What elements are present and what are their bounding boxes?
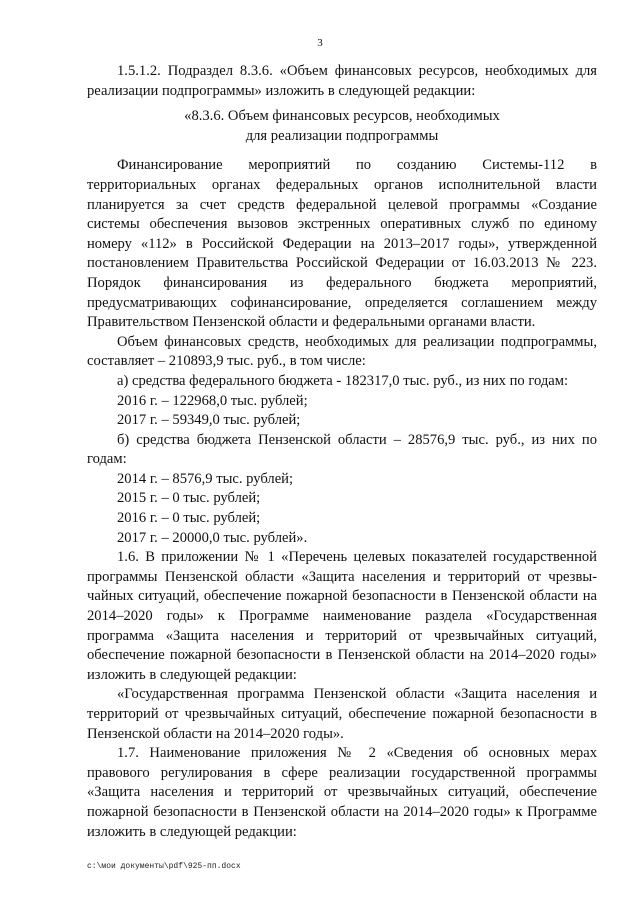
year-line-2015: 2015 г. – 0 тыс. рублей; bbox=[117, 490, 261, 507]
paragraph-program-name: «Государственная программа Пензенской области «Защита населения и территорий от чрезвычайных ситуаций, обеспечение пожарной безопасности в Пензенской области на 2014–2020 годы». bbox=[87, 686, 597, 742]
year-line-2014: 2014 г. – 8576,9 тыс. рублей; bbox=[117, 470, 294, 487]
year-line-2017-federal: 2017 г. – 59349,0 тыс. рублей; bbox=[117, 412, 301, 429]
file-path-footer: c:\мои документы\pdf\925-пп.docx bbox=[87, 862, 241, 871]
paragraph-1-7: 1.7. Наименование приложения № 2 «Сведения об основных мерах правового регулирования в сфере реализации государственной программы «Защита населения и территорий от чрезвычайных ситуаций, обеспечение пожарной безопасности в Пензенской области на 2014–2020 годы» к Программе изложить в следующей редакции: bbox=[87, 745, 597, 840]
paragraph-financing: Финансирование мероприятий по созданию Системы-112 в территориальных органах федеральных органов исполнительной власти планируется за счет средств федеральной целевой программы «Создание системы обеспечения вызовов экстренных оперативных служб по единому номеру «112» в Российской Федерации на 2013–2017 годы», утвержденной постановлением Правительства Российской Федерации от 16.03.2013 № 223. Порядок финансирования из федерального бюджета мероприятий, предусматривающих софинансирование, определяется соглашением между Правительством Пензенской области и федеральными органами власти. bbox=[87, 157, 597, 331]
section-heading-line-1: «8.3.6. Объем финансовых ресурсов, необходимых bbox=[184, 108, 500, 125]
year-line-2016: 2016 г. – 0 тыс. рублей; bbox=[117, 510, 261, 527]
section-heading bbox=[87, 107, 597, 146]
document-body bbox=[87, 62, 597, 842]
year-line-2016-federal: 2016 г. – 122968,0 тыс. рублей; bbox=[117, 392, 308, 409]
paragraph-volume: Объем финансовых средств, необходимых для реализации подпрограммы, составляет – 210893,9 тыс. руб., в том числе: bbox=[87, 333, 597, 370]
paragraph-regional-budget: б) средства бюджета Пензенской области – 28576,9 тыс. руб., из них по годам: bbox=[87, 431, 597, 468]
page-number: 3 bbox=[317, 37, 323, 49]
paragraph-1-5-1-2: 1.5.1.2. Подраздел 8.3.6. «Объем финансовых ресурсов, необходимых для реализации подпрограммы» изложить в следующей редакции: bbox=[87, 63, 597, 99]
section-heading-line-2: для реализации подпрограммы bbox=[245, 127, 439, 144]
paragraph-1-6: 1.6. В приложении № 1 «Перечень целевых показателей государственной программы Пензенской области «Защита населения и территорий от чрезвы-чайных ситуаций, обеспечение пожарной безопасности в Пензенской области на 2014–2020 годы» к Программе наименование раздела «Государственная программа «Защита населения и территорий от чрезвычайных ситуаций, обеспечение пожарной безопасности в Пензенской области на 2014–2020 годы» изложить в следующей редакции: bbox=[87, 549, 597, 683]
year-line-2017: 2017 г. – 20000,0 тыс. рублей». bbox=[117, 529, 308, 546]
paragraph-federal-budget: а) средства федерального бюджета - 182317,0 тыс. руб., из них по годам: bbox=[117, 372, 569, 389]
